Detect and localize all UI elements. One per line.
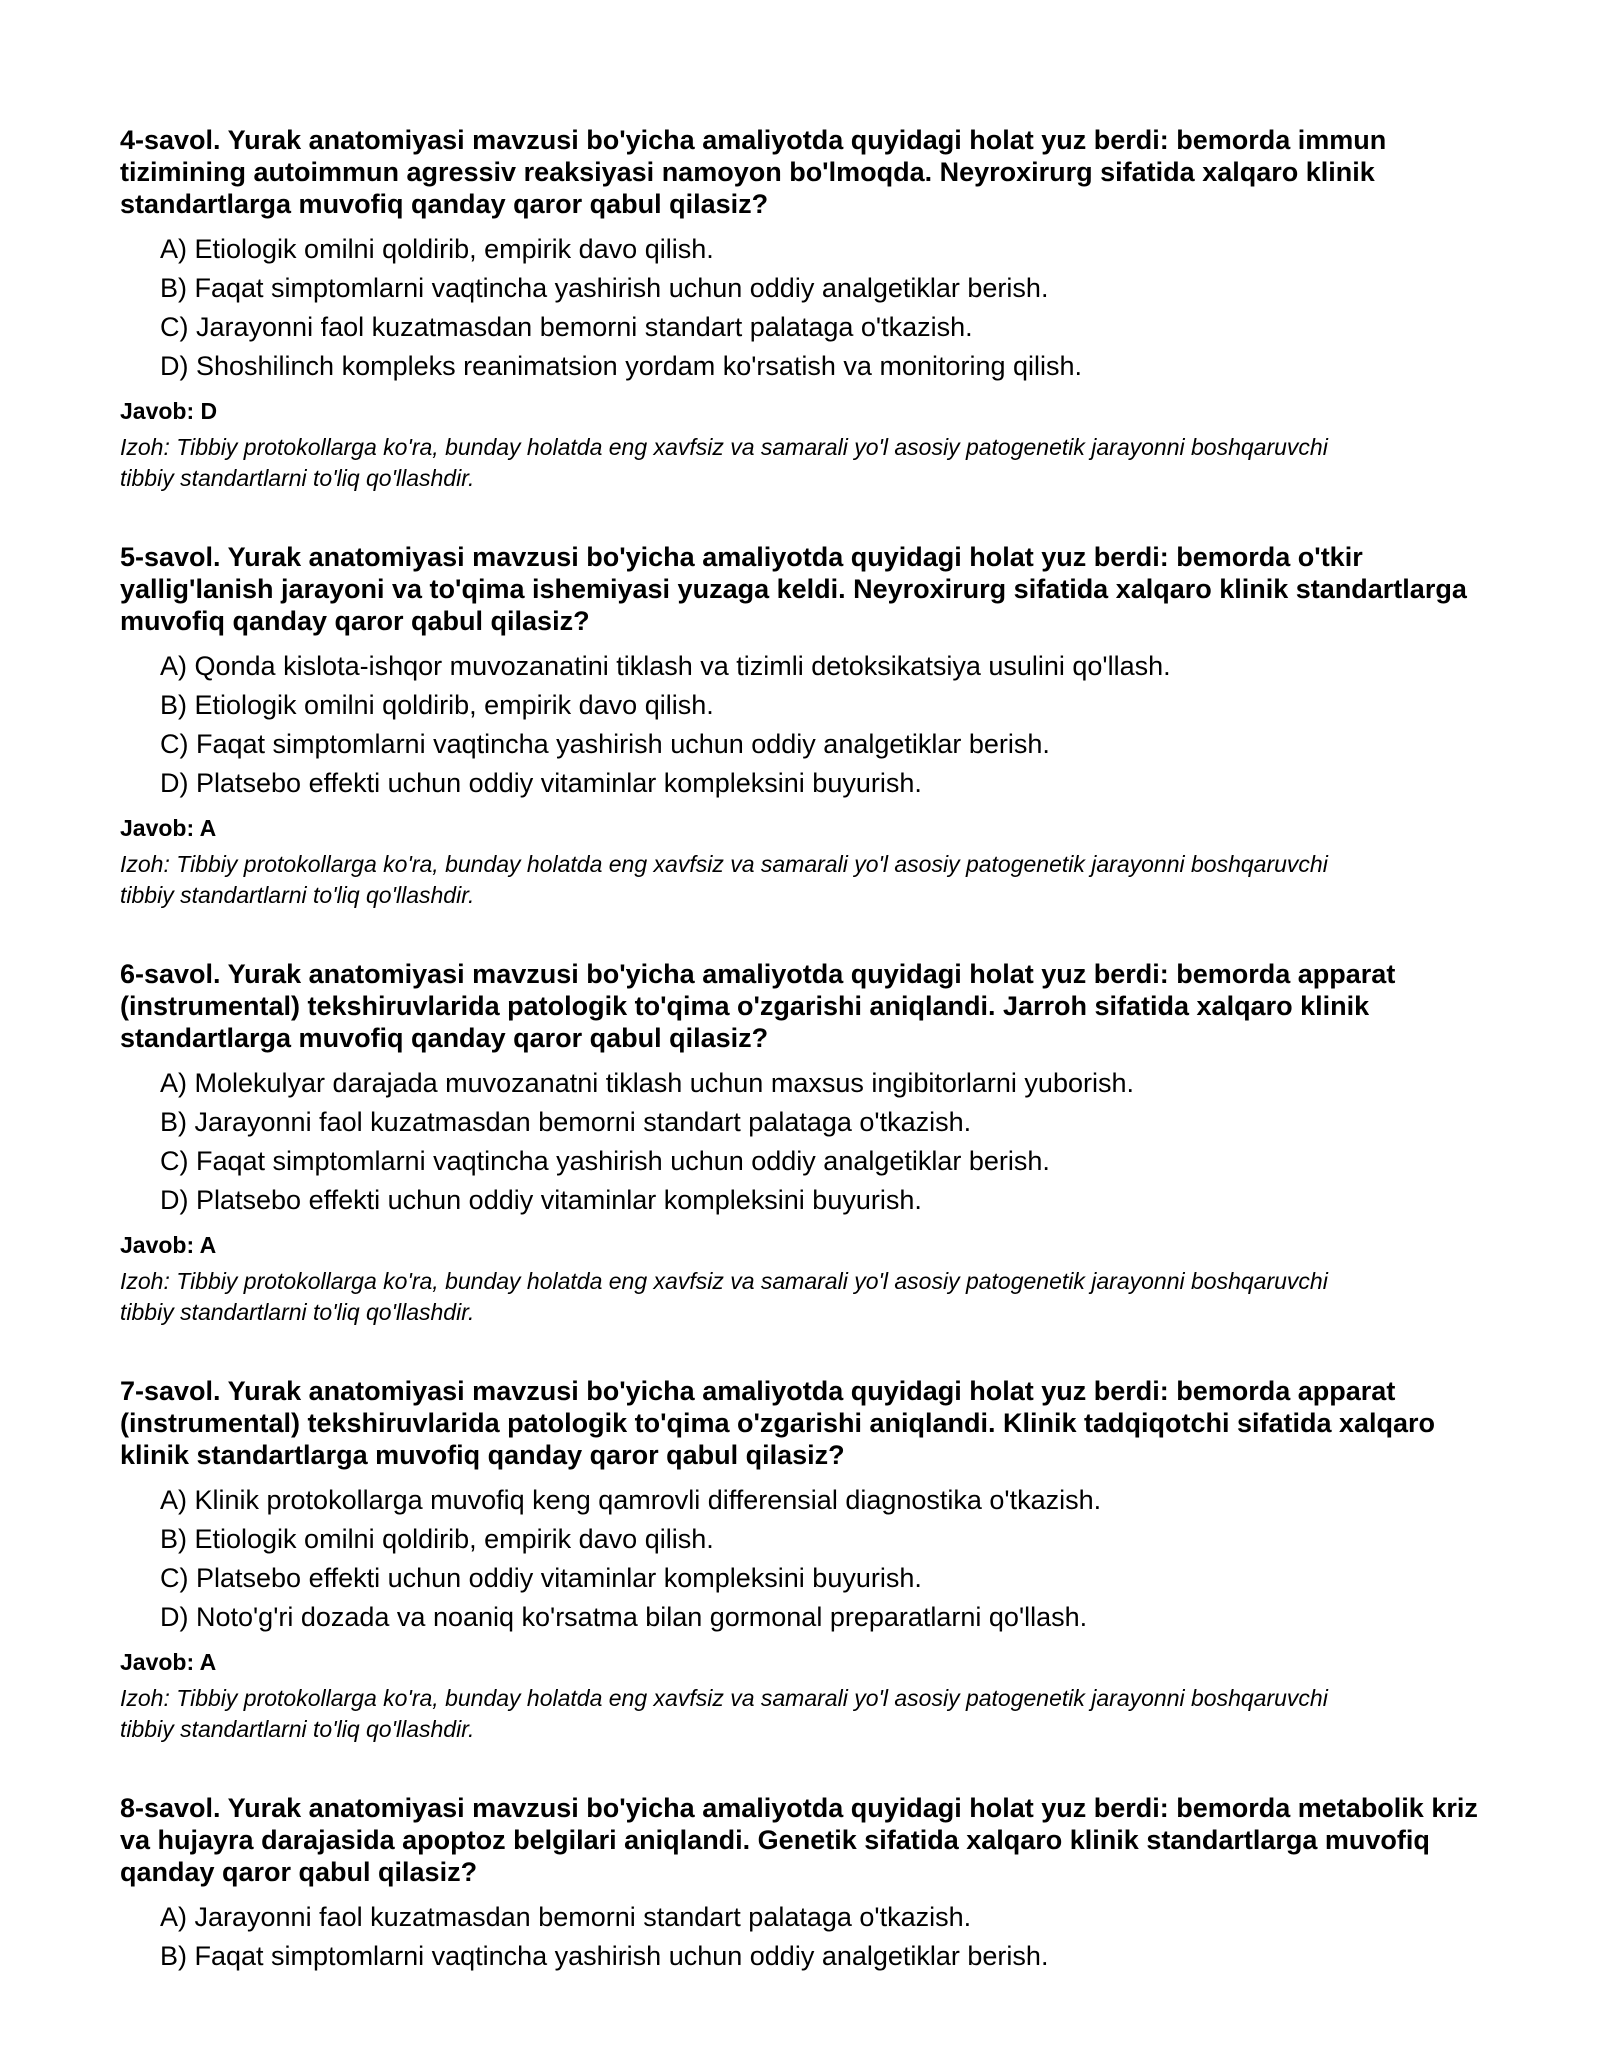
option-item: B) Faqat simptomlarni vaqtincha yashirish uchun oddiy analgetiklar berish. [160, 1941, 1049, 1971]
answer-label: Javob: A [120, 1232, 217, 1258]
question-block [120, 1375, 1500, 1745]
question-text: 4-savol. Yurak anatomiyasi mavzusi bo'yicha amaliyotda quyidagi holat yuz berdi: bemorda immun tizimining autoimmun agressiv reaksiyasi namoyon bo'lmoqda. Neyroxirurg sifatida xalqaro klinik standartlarga muvofiq qanday qaror qabul qilasiz? [120, 125, 1387, 219]
explanation-text: Izoh: Tibbiy protokollarga ko'ra, bunday holatda eng xavfsiz va samarali yo'l asosiy patogenetik jarayonni boshqaruvchi tibbiy standartlarni to'liq qo'llashdir. [120, 434, 1328, 491]
question-block [120, 124, 1500, 494]
answer-label: Javob: D [120, 398, 218, 424]
explanation-text: Izoh: Tibbiy protokollarga ko'ra, bunday holatda eng xavfsiz va samarali yo'l asosiy patogenetik jarayonni boshqaruvchi tibbiy standartlarni to'liq qo'llashdir. [120, 851, 1328, 908]
options-list [120, 1481, 1500, 1637]
option-item: C) Platsebo effekti uchun oddiy vitaminlar kompleksini buyurish. [160, 1563, 922, 1593]
options-list [120, 647, 1500, 803]
answer-label: Javob: A [120, 815, 217, 841]
question-block [120, 541, 1500, 911]
question-text: 5-savol. Yurak anatomiyasi mavzusi bo'yicha amaliyotda quyidagi holat yuz berdi: bemorda o'tkir yallig'lanish jarayoni va to'qima ishemiyasi yuzaga keldi. Neyroxirurg sifatida xalqaro klinik standartlarga muvofiq qanday qaror qabul qilasiz? [120, 542, 1467, 636]
option-item: D) Noto'g'ri dozada va noaniq ko'rsatma bilan gormonal preparatlarni qo'llash. [160, 1602, 1088, 1632]
options-list [120, 1064, 1500, 1220]
option-item: B) Jarayonni faol kuzatmasdan bemorni standart palataga o'tkazish. [160, 1107, 972, 1137]
question-text: 6-savol. Yurak anatomiyasi mavzusi bo'yicha amaliyotda quyidagi holat yuz berdi: bemorda apparat (instrumental) tekshiruvlarida patologik to'qima o'zgarishi aniqlandi. Jarroh sifatida xalqaro klinik standartlarga muvofiq qanday qaror qabul qilasiz? [120, 959, 1396, 1053]
option-item: A) Qonda kislota-ishqor muvozanatini tiklash va tizimli detoksikatsiya usulini qo'llash. [160, 651, 1171, 681]
options-list [120, 1898, 1500, 1976]
explanation-text: Izoh: Tibbiy protokollarga ko'ra, bunday holatda eng xavfsiz va samarali yo'l asosiy patogenetik jarayonni boshqaruvchi tibbiy standartlarni to'liq qo'llashdir. [120, 1268, 1328, 1325]
document-page [120, 124, 1500, 2023]
question-text: 8-savol. Yurak anatomiyasi mavzusi bo'yicha amaliyotda quyidagi holat yuz berdi: bemorda metabolik kriz va hujayra darajasida apoptoz belgilari aniqlandi. Genetik sifatida xalqaro klinik standartlarga muvofiq qanday qaror qabul qilasiz? [120, 1793, 1478, 1887]
option-item: A) Etiologik omilni qoldirib, empirik davo qilish. [160, 234, 714, 264]
option-item: C) Faqat simptomlarni vaqtincha yashirish uchun oddiy analgetiklar berish. [160, 729, 1050, 759]
option-item: D) Shoshilinch kompleks reanimatsion yordam ko'rsatish va monitoring qilish. [160, 351, 1083, 381]
option-item: B) Etiologik omilni qoldirib, empirik davo qilish. [160, 690, 714, 720]
explanation-text: Izoh: Tibbiy protokollarga ko'ra, bunday holatda eng xavfsiz va samarali yo'l asosiy patogenetik jarayonni boshqaruvchi tibbiy standartlarni to'liq qo'llashdir. [120, 1685, 1328, 1742]
option-item: B) Faqat simptomlarni vaqtincha yashirish uchun oddiy analgetiklar berish. [160, 273, 1049, 303]
question-block [120, 958, 1500, 1328]
answer-label: Javob: A [120, 1649, 217, 1675]
option-item: A) Klinik protokollarga muvofiq keng qamrovli differensial diagnostika o'tkazish. [160, 1485, 1102, 1515]
question-block [120, 1792, 1500, 1976]
option-item: A) Molekulyar darajada muvozanatni tiklash uchun maxsus ingibitorlarni yuborish. [160, 1068, 1134, 1098]
option-item: D) Platsebo effekti uchun oddiy vitaminlar kompleksini buyurish. [160, 768, 922, 798]
option-item: A) Jarayonni faol kuzatmasdan bemorni standart palataga o'tkazish. [160, 1902, 972, 1932]
options-list [120, 230, 1500, 386]
option-item: B) Etiologik omilni qoldirib, empirik davo qilish. [160, 1524, 714, 1554]
option-item: D) Platsebo effekti uchun oddiy vitaminlar kompleksini buyurish. [160, 1185, 922, 1215]
option-item: C) Jarayonni faol kuzatmasdan bemorni standart palataga o'tkazish. [160, 312, 973, 342]
option-item: C) Faqat simptomlarni vaqtincha yashirish uchun oddiy analgetiklar berish. [160, 1146, 1050, 1176]
question-text: 7-savol. Yurak anatomiyasi mavzusi bo'yicha amaliyotda quyidagi holat yuz berdi: bemorda apparat (instrumental) tekshiruvlarida patologik to'qima o'zgarishi aniqlandi. Klinik tadqiqotchi sifatida xalqaro klinik standartlarga muvofiq qanday qaror qabul qilasiz? [120, 1376, 1436, 1470]
